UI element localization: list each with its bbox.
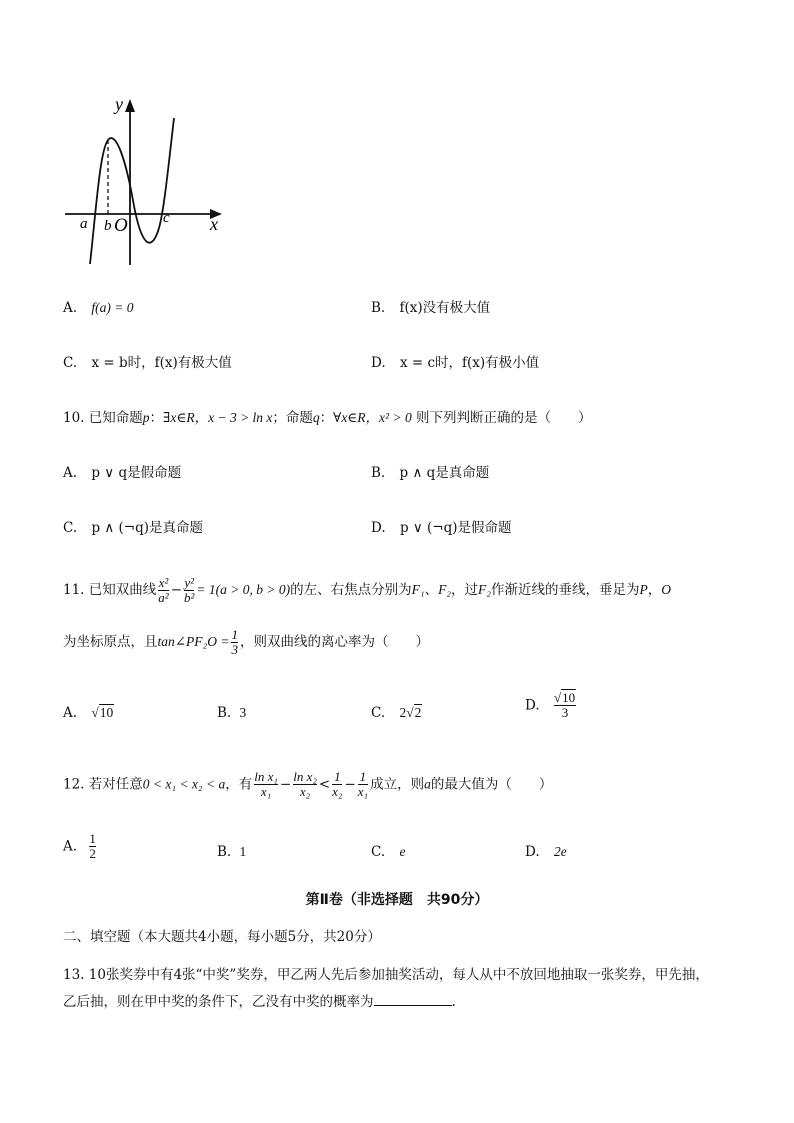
option-text: p ∨ q是假命题 [91,465,182,481]
focus-f2: F₂ [438,582,452,597]
fraction-one-half [89,832,96,861]
option-letter: C. [63,520,78,536]
point-p: P [639,582,648,597]
stem-text: ： [149,410,164,426]
q10-option-b[interactable] [371,464,489,482]
sqrt-sign: √ [406,705,414,720]
fraction-lnx2-x2 [293,770,317,799]
stem-text: 作渐近线的垂线，垂足为 [490,582,640,598]
option-letter: D. [525,697,540,714]
fraction-sqrt10-over-3 [554,691,576,720]
stem-text: 、 [424,582,439,598]
fraction-x2-a2 [158,576,168,605]
q13-line2 [63,991,456,1011]
option-text: p ∨ (¬q)是假命题 [399,520,512,536]
tan-expression: tan∠PF₂O = [157,634,230,649]
numerator: x² [158,575,169,590]
q12-option-d[interactable] [525,843,567,861]
cubic-function-graph [60,90,235,270]
denominator: x₂ [332,784,343,799]
option-text: f(a) = 0 [91,300,134,315]
stem-text: ，则双曲线的离心率为（ ） [239,634,429,650]
stem-text: 则下列判断正确的是（ ） [416,410,592,426]
numerator: ln x₁ [254,769,278,784]
option-text: e [399,844,406,859]
option-letter: B. [217,844,232,860]
q9-option-c[interactable] [63,354,232,372]
stem-text: ；命题 [272,410,313,426]
stem-text: 为坐标原点，且 [63,634,158,650]
operator: < [318,776,331,793]
forall-clause: ∀x∈R，x² > 0 [333,410,412,425]
option-letter: B. [371,300,386,316]
q10-option-d[interactable] [371,519,512,537]
q9-option-b[interactable] [371,299,490,317]
numerator: 1 [359,769,367,784]
point-c-label: c [163,210,170,226]
option-letter: A. [63,465,78,481]
denominator: 3 [554,705,576,720]
stem-text: . [451,994,456,1010]
numerator: ln x₂ [293,769,317,784]
option-text: p ∧ (¬q)是真命题 [91,520,204,536]
q11-option-c[interactable] [371,704,422,722]
option-letter: A. [63,300,78,316]
hyperbola-condition: = 1(a > 0, b > 0) [196,582,291,597]
origin-label: O [114,215,128,236]
answer-blank[interactable] [374,991,452,1006]
option-letter: B. [217,705,232,721]
stem-text: 的左、右焦点分别为 [290,582,412,598]
option-text: p ∧ q是真命题 [399,465,490,481]
q11-option-b[interactable] [217,704,246,722]
option-letter: A. [63,705,78,721]
numerator: y² [184,575,195,590]
numerator: 1 [231,627,238,642]
focus-f1: F₁ [411,582,425,597]
option-text: 3 [239,705,247,720]
stem-text: 已知双曲线 [88,582,157,598]
y-axis-label: y [115,94,123,114]
stem-text: 乙后抽，则在甲中奖的条件下，乙没有中奖的概率为 [63,994,374,1010]
fraction-1-x1 [358,770,368,799]
q12-stem [63,770,552,799]
q9-option-a[interactable] [63,299,133,317]
y-axis-arrow [125,99,135,112]
option-letter: D. [371,520,386,536]
denominator: a² [158,590,169,605]
q11-stem-line1 [63,576,671,605]
radicand: 10 [562,690,576,705]
stem-text: 成立，则 [370,776,425,793]
q11-option-a[interactable] [63,704,114,722]
proposition-p: p [142,410,150,425]
option-letter: C. [371,844,386,860]
q12-option-c[interactable] [371,843,405,861]
q13-line1: 13. 10张奖券中有4张“中奖”奖券，甲乙两人先后参加抽奖活动，每人从中不放回地抽取一张奖券，甲先抽， [63,967,709,983]
function-curve [90,118,174,264]
q10-option-a[interactable] [63,464,181,482]
denominator: x₁ [357,784,369,799]
fraction-1-x2 [332,770,342,799]
numerator: 1 [89,831,96,846]
radicand: 2 [414,705,422,720]
denominator: 2 [89,846,96,861]
operator: − [344,776,356,793]
operator: − [279,776,292,793]
stem-text: ，过 [451,582,479,598]
q11-stem-line2 [63,628,429,657]
option-text: x = b时，f(x)有极大值 [91,355,232,371]
q12-option-b[interactable] [217,843,246,861]
option-text: f(x)没有极大值 [399,300,491,316]
operator: − [170,582,182,598]
q10-option-c[interactable] [63,519,203,537]
option-letter: A. [63,838,78,855]
radicand: 10 [99,705,114,720]
point-b-label: b [104,218,112,234]
option-text: 1 [239,844,247,859]
q9-option-d[interactable] [371,354,539,372]
q10-stem [63,409,592,427]
variable-a: a [424,776,431,792]
x-axis-label: x [210,214,218,234]
sqrt-sign: √ [91,705,99,720]
fraction-y2-b2 [184,576,194,605]
point-a-label: a [80,216,88,232]
denominator: b² [184,590,195,605]
q11-option-d[interactable] [525,691,578,720]
option-letter: C. [63,355,78,371]
stem-text: ， [647,582,662,598]
denominator: x₂ [293,784,317,799]
exists-clause: ∃x∈R，x − 3 > ln x [163,410,273,425]
option-letter: C. [371,705,386,721]
denominator: 3 [231,642,238,657]
option-text: x = c时，f(x)有极小值 [399,355,540,371]
stem-text: 若对任意 [88,776,143,793]
numerator: 1 [334,769,341,784]
point-o: O [661,582,671,597]
question-number: 10. [63,410,85,426]
coefficient: 2 [399,705,407,720]
stem-text: ，有 [225,776,253,793]
stem-text: ： [319,410,334,426]
numerator: √10 [553,690,576,705]
section-title: 第Ⅱ卷（非选择题 共90分） [305,892,489,908]
q12-option-a[interactable] [63,832,98,861]
stem-text: 的最大值为（ ） [430,776,553,793]
inequality-condition: 0 < x₁ < x₂ < a [142,776,226,792]
focus-f2: F₂ [478,582,491,597]
question-number: 11. [63,582,85,598]
section-heading: 二、填空题（本大题共4小题，每小题5分，共20分） [63,929,381,945]
stem-text: 已知命题 [88,410,143,426]
option-text: 2e [553,844,567,859]
option-letter: D. [525,844,540,860]
denominator: x₁ [254,784,278,799]
question-number: 12. [63,776,85,793]
proposition-q: q [312,410,320,425]
option-letter: B. [371,465,386,481]
fraction-lnx1-x1 [254,770,278,799]
option-letter: D. [371,355,386,371]
fraction-one-third [231,628,238,657]
